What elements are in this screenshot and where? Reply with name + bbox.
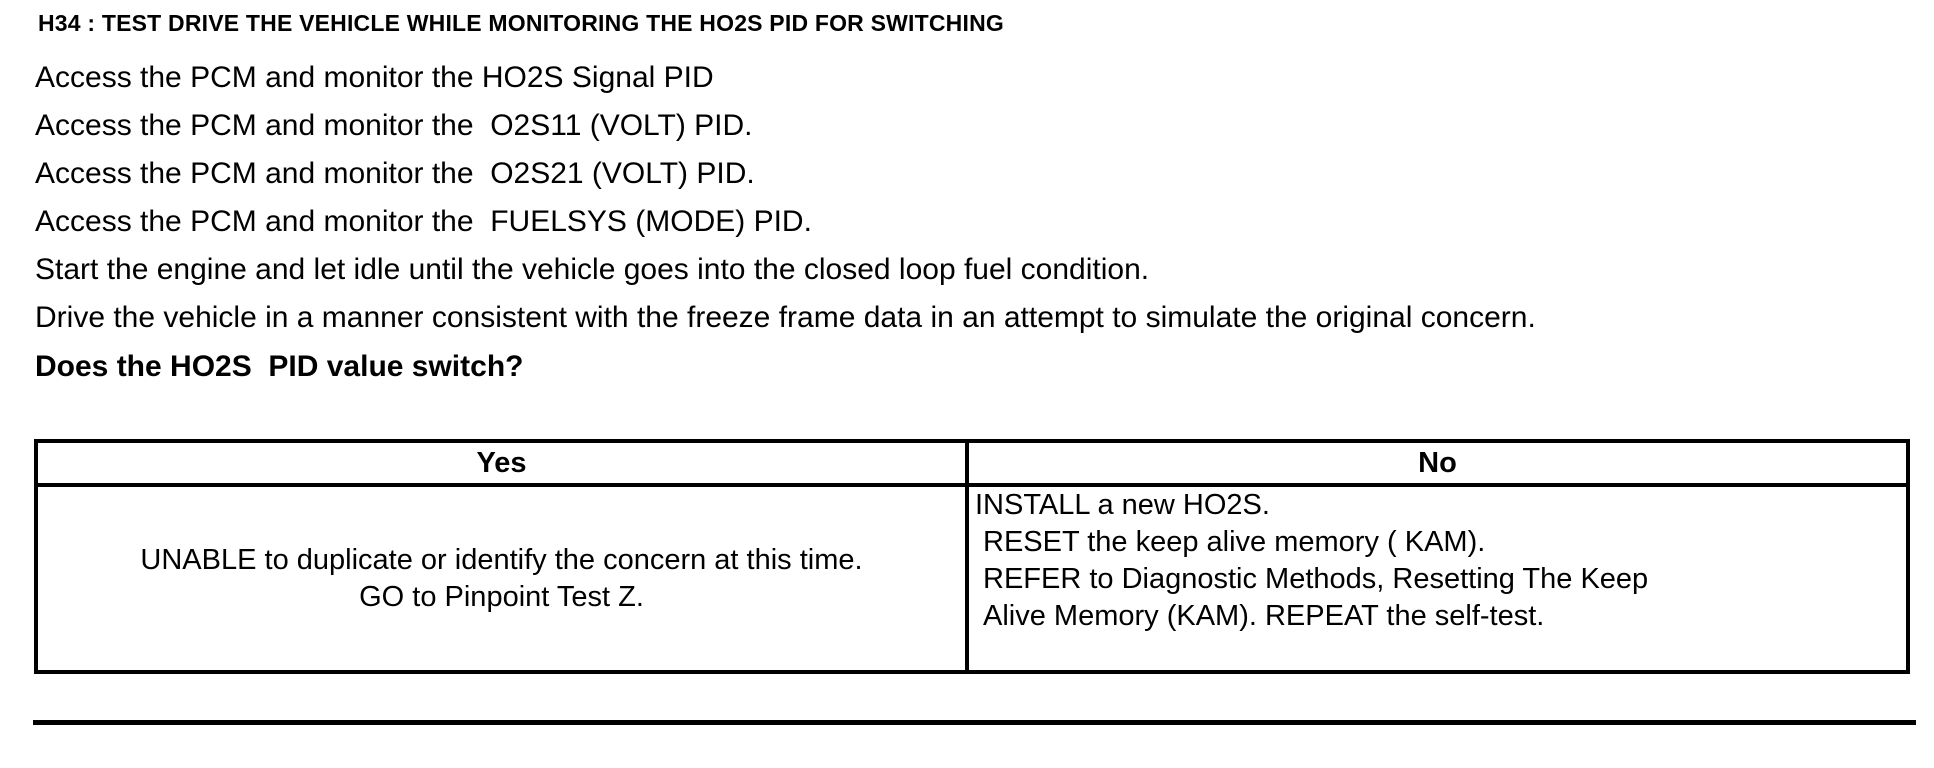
section-divider bbox=[33, 720, 1916, 725]
no-action-line: REFER to Diagnostic Methods, Resetting The Keep bbox=[983, 563, 1649, 595]
no-action-line: RESET the keep alive memory ( KAM). bbox=[983, 526, 1486, 558]
procedure-step: Start the engine and let idle until the vehicle goes into the closed loop fuel condition. bbox=[35, 253, 1150, 286]
procedure-step: Access the PCM and monitor the HO2S Signal PID bbox=[35, 61, 714, 94]
yes-action-line: GO to Pinpoint Test Z. bbox=[359, 580, 644, 613]
yes-action-cell bbox=[36, 485, 967, 672]
decision-table bbox=[34, 439, 1910, 674]
procedure-steps bbox=[35, 54, 1536, 342]
decision-table-header-row bbox=[36, 441, 1908, 485]
decision-table-row bbox=[36, 485, 1908, 672]
procedure-step: Access the PCM and monitor the O2S21 (VOLT) PID. bbox=[35, 157, 755, 190]
yes-action-line: UNABLE to duplicate or identify the concern at this time. bbox=[140, 543, 863, 576]
procedure-step: Access the PCM and monitor the FUELSYS (MODE) PID. bbox=[35, 205, 812, 238]
yes-column-header: Yes bbox=[36, 441, 967, 485]
test-step-heading: H34 : TEST DRIVE THE VEHICLE WHILE MONITORING THE HO2S PID FOR SWITCHING bbox=[38, 10, 1004, 36]
decision-question: Does the HO2S PID value switch? bbox=[35, 350, 524, 383]
no-action-line: INSTALL a new HO2S. bbox=[975, 489, 1270, 521]
no-action-cell bbox=[967, 485, 1908, 672]
no-action-line: Alive Memory (KAM). REPEAT the self-test. bbox=[983, 600, 1545, 632]
no-column-header: No bbox=[967, 441, 1908, 485]
procedure-step: Access the PCM and monitor the O2S11 (VOLT) PID. bbox=[35, 109, 753, 142]
procedure-step: Drive the vehicle in a manner consistent with the freeze frame data in an attempt to simulate the original concern. bbox=[35, 301, 1536, 334]
